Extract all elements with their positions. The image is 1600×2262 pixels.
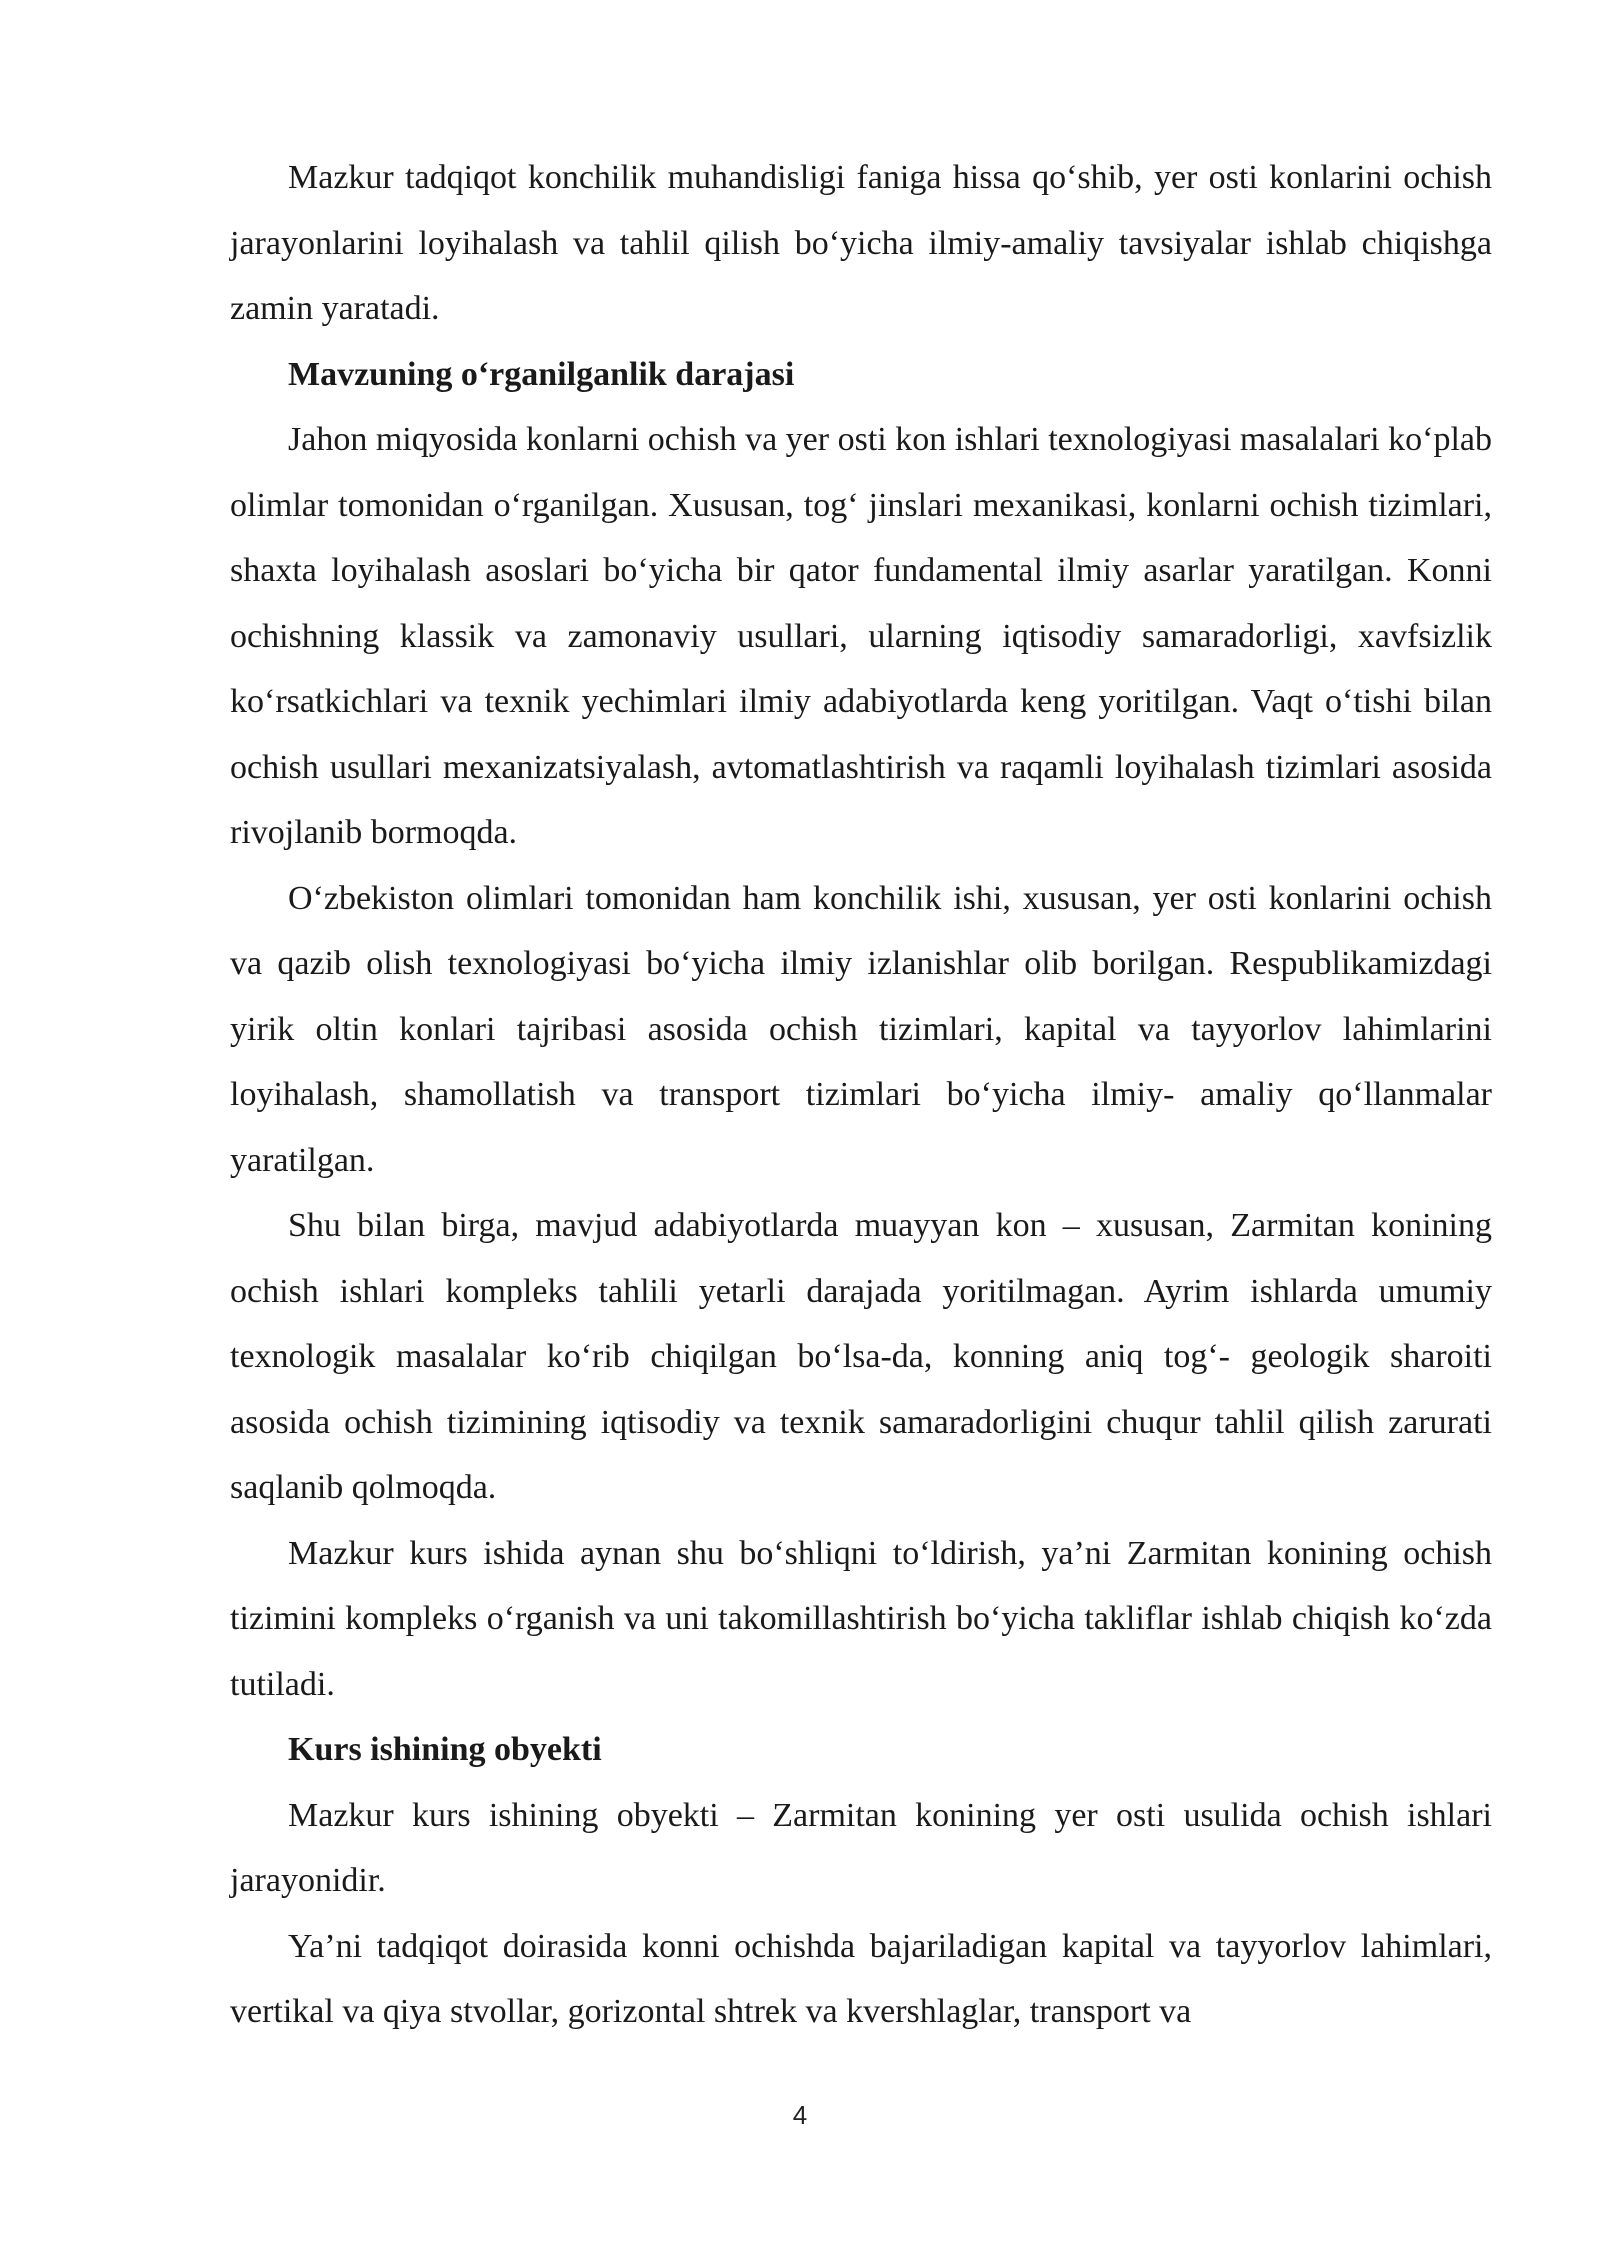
paragraph-research-gap: Shu bilan birga, mavjud adabiyotlarda muayyan kon – xususan, Zarmitan konining ochish ishlari kompleks tahlili yetarli darajada yoritilmagan. Ayrim ishlarda umumiy texnologik masalalar ko‘rib chiqilgan bo‘lsa-da, konning aniq tog‘- geologik sharoiti asosida ochish tizimining iqtisodiy va texnik samaradorligini chuqur tahlil qilish zarurati saqlanib qolmoqda.	[230, 1207, 1492, 1506]
heading-course-object: Kurs ishining obyekti	[288, 1731, 602, 1768]
paragraph-uzbek-research: O‘zbekiston olimlari tomonidan ham konchilik ishi, xususan, yer osti konlarini ochish va qazib olish texnologiyasi bo‘yicha ilmiy izlanishlar olib borilgan. Respublikamizdagi yirik oltin konlari tajribasi asosida ochish tizimlari, kapital va tayyorlov lahimlarini loyihalash, shamollatish va transport tizimlari bo‘yicha ilmiy- amaliy qo‘llanmalar yaratilgan.	[230, 879, 1492, 1179]
paragraph-contribution: Mazkur tadqiqot konchilik muhandisligi faniga hissa qo‘shib, yer osti konlarini ochish jarayonlarini loyihalash va tahlil qilish bo‘yicha ilmiy-amaliy tavsiyalar ishlab chiqishga zamin yaratadi.	[230, 159, 1492, 327]
paragraph-world-research: Jahon miqyosida konlarni ochish va yer osti kon ishlari texnologiyasi masalalari ko‘plab olimlar tomonidan o‘rganilgan. Xususan, tog‘ jinslari mexanikasi, konlarni ochish tizimlari, shaxta loyihalash asoslari bo‘yicha bir qator fundamental ilmiy asarlar yaratilgan. Konni ochishning klassik va zamonaviy usullari, ularning iqtisodiy samaradorligi, xavfsizlik ko‘rsatkichlari va texnik yechimlari ilmiy adabiyotlarda keng yoritilgan. Vaqt o‘tishi bilan ochish usullari mexanizatsiyalash, avtomatlashtirish va raqamli loyihalash tizimlari asosida rivojlanib bormoqda.	[230, 421, 1492, 851]
page-body	[230, 145, 1492, 2045]
paragraph-course-goal: Mazkur kurs ishida aynan shu bo‘shliqni to‘ldirish, ya’ni Zarmitan konining ochish tizimini kompleks o‘rganish va uni takomillashtirish bo‘yicha takliflar ishlab chiqish ko‘zda tutiladi.	[230, 1534, 1492, 1703]
heading-study-level: Mavzuning o‘rganilganlik darajasi	[288, 355, 795, 393]
paragraph-object-definition: Mazkur kurs ishining obyekti – Zarmitan konining yer osti usulida ochish ishlari jarayonidir.	[230, 1796, 1492, 1899]
paragraph-object-scope: Ya’ni tadqiqot doirasida konni ochishda bajariladigan kapital va tayyorlov lahimlari, vertikal va qiya stvollar, gorizontal shtrek va kvershlaglar, transport va	[230, 1927, 1492, 2030]
page-number: 4	[792, 2100, 808, 2130]
